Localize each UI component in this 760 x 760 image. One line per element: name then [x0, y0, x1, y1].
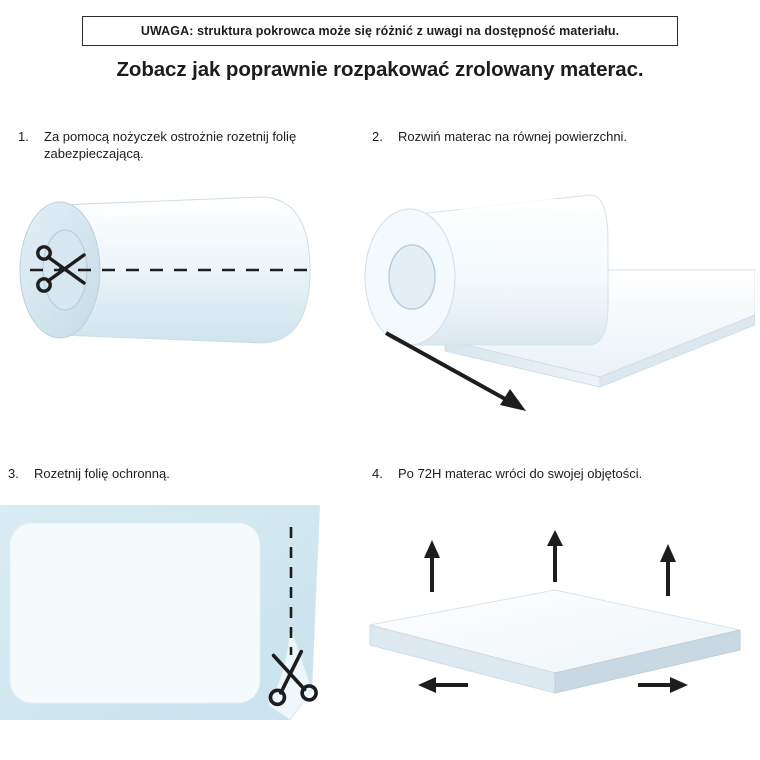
step-1-caption: [18, 128, 318, 162]
step-4-number: 4.: [372, 466, 383, 481]
foil-cutting-illustration: [0, 505, 340, 755]
expansion-arrow-right: [638, 677, 688, 693]
step-4-text: Po 72H materac wróci do swojej objętości.: [398, 466, 643, 481]
expansion-arrow-up-left: [424, 540, 440, 592]
step-2-text: Rozwiń materac na równej powierzchni.: [398, 129, 628, 144]
expansion-arrow-up-center: [547, 530, 563, 582]
mattress-inside-foil: [10, 523, 260, 703]
page-title: Zobacz jak poprawnie rozpakować zrolowany materac.: [116, 58, 644, 81]
step-3-caption: [8, 465, 328, 482]
step-2-number: 2.: [372, 129, 383, 144]
roll-highlight-2: [460, 204, 595, 208]
step-1-text: Za pomocą nożyczek ostrożnie rozetnij folię zabezpieczającą.: [44, 129, 297, 161]
step-1-number: 1.: [18, 129, 29, 144]
step-2-figure: [350, 155, 755, 435]
unrolling-mattress-illustration: [350, 155, 755, 435]
step-4-figure: [350, 530, 750, 730]
step-3-text: Rozetnij folię ochronną.: [34, 466, 170, 481]
step-2-caption: [372, 128, 702, 145]
expansion-arrow-left: [418, 677, 468, 693]
rolled-mattress-illustration: [10, 175, 340, 385]
notice-bar: [82, 16, 678, 46]
step-3-number: 3.: [8, 466, 19, 481]
mattress-expansion-illustration: [350, 530, 750, 730]
step-3-figure: [0, 505, 340, 755]
notice-text: UWAGA: struktura pokrowca może się różnić z uwagi na dostępność materiału.: [140, 24, 620, 38]
step-4-caption: [372, 465, 712, 482]
step-1-figure: [10, 175, 340, 385]
expansion-arrow-up-right: [660, 544, 676, 596]
roll-core-hole: [389, 245, 435, 309]
